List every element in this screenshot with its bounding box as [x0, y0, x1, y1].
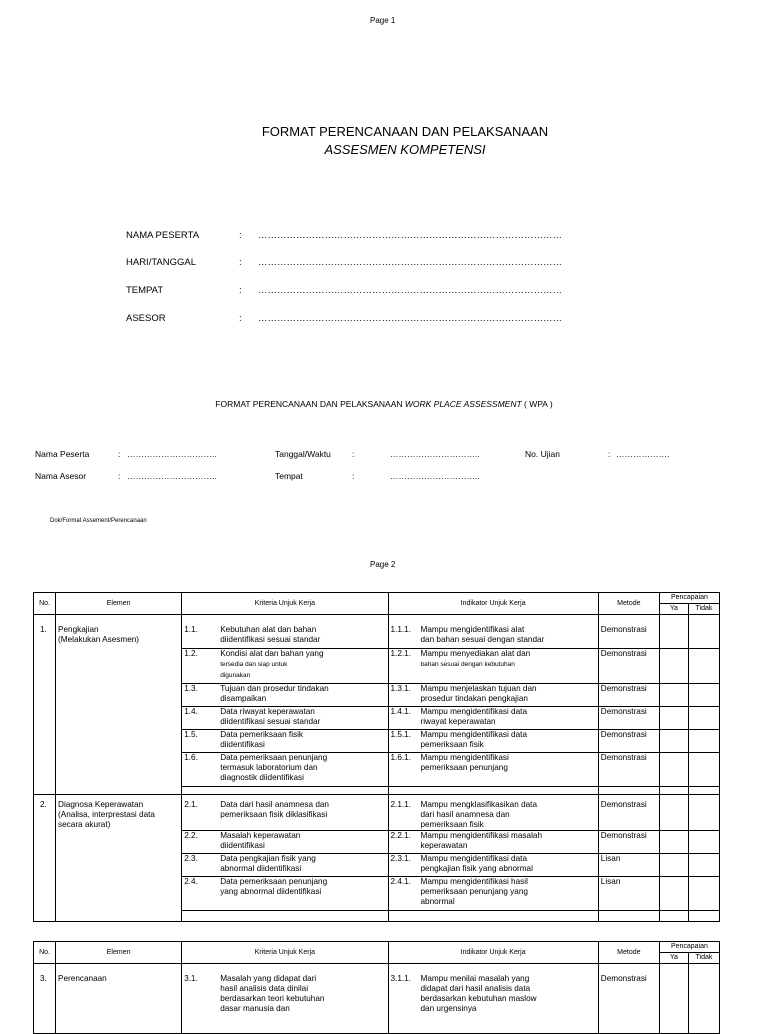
- checkbox-ya[interactable]: [659, 964, 688, 1034]
- elemen-line: (Melakukan Asesmen): [58, 635, 140, 644]
- indikator-cell: [388, 753, 598, 787]
- elemen-cell: [56, 795, 182, 922]
- checkbox-ya[interactable]: [659, 753, 688, 787]
- checkbox-ya[interactable]: [659, 684, 688, 707]
- kuk-line: Data riwayat keperawatan: [220, 707, 315, 716]
- checkbox-tidak[interactable]: [688, 831, 719, 854]
- ind-number: 2.3.1.: [390, 854, 411, 863]
- ind-line: pemeriksaan fisik: [420, 820, 484, 829]
- kuk-line: termasuk laboratorium dan: [220, 763, 318, 772]
- info-sep: :: [352, 471, 355, 481]
- ind-line: Mampu mengidentifikasi masalah: [420, 831, 543, 840]
- header-indikator: Indikator Unjuk Kerja: [388, 942, 598, 964]
- page-2-label: Page 2: [370, 560, 396, 569]
- kuk-cell: [182, 831, 388, 854]
- kuk-line: Kondisi alat dan bahan yang: [220, 649, 324, 658]
- info-value-tanggal[interactable]: …………………………..: [390, 449, 480, 459]
- elemen-cell: [56, 964, 182, 1034]
- checkbox-ya[interactable]: [659, 707, 688, 730]
- header-elemen: Elemen: [56, 942, 182, 964]
- checkbox-ya[interactable]: [659, 854, 688, 877]
- field-label-asesor: ASESOR: [126, 313, 166, 324]
- ind-number: 1.6.1.: [390, 753, 411, 762]
- indikator-cell: [388, 877, 598, 911]
- field-sep: :: [239, 285, 242, 296]
- field-label-hari-tanggal: HARI/TANGGAL: [126, 257, 197, 268]
- elemen-cell: [56, 615, 182, 795]
- kuk-line: abnormal diidentifikasi: [220, 864, 302, 873]
- kuk-number: 1.3.: [184, 684, 198, 693]
- kuk-number: 1.4.: [184, 707, 198, 716]
- indikator-cell: [388, 730, 598, 753]
- info-sep: :: [352, 449, 355, 459]
- metode-cell: Demonstrasi: [598, 649, 659, 684]
- kuk-line: hasil analisis data dinilai: [220, 984, 309, 993]
- kuk-cell: [182, 795, 388, 831]
- kuk-cell: [182, 615, 388, 649]
- ind-line: abnormal: [420, 897, 455, 906]
- indikator-cell: [388, 795, 598, 831]
- field-sep: :: [239, 313, 242, 324]
- header-metode: Metode: [598, 593, 659, 615]
- kuk-line: diagnostik diidentifikasi: [220, 773, 304, 782]
- header-pencapaian: Pencapaian: [659, 593, 719, 604]
- ind-line: Mampu mengidentifikasi: [420, 753, 509, 762]
- elemen-line: (Analisa, interprestasi data: [58, 810, 155, 819]
- kuk-number: 3.1.: [184, 974, 198, 983]
- info-value-no-ujian[interactable]: ……………….: [616, 449, 670, 459]
- metode-cell: Demonstrasi: [598, 615, 659, 649]
- header-tidak: Tidak: [688, 604, 719, 615]
- info-value-tempat[interactable]: …………………………..: [390, 471, 480, 481]
- kuk-line: Tujuan dan prosedur tindakan: [220, 684, 329, 693]
- ind-line: Mampu mengidentifikasi hasil: [420, 877, 528, 886]
- ind-number: 2.4.1.: [390, 877, 411, 886]
- ind-number: 1.4.1.: [390, 707, 411, 716]
- field-value-hari-tanggal[interactable]: ……………………………………………………………………………………: [258, 257, 562, 268]
- row-number: 2.: [34, 795, 56, 922]
- kuk-line: diidentifikasi sesuai standar: [220, 717, 321, 726]
- wpa-heading-prefix: FORMAT PERENCANAAN DAN PELAKSANAAN: [215, 399, 405, 409]
- indikator-cell: [388, 831, 598, 854]
- wpa-heading-suffix: ( WPA ): [521, 399, 553, 409]
- kuk-line: Data pemeriksaan penunjang: [220, 877, 328, 886]
- checkbox-ya[interactable]: [659, 615, 688, 649]
- kuk-line: Data pengkajian fisik yang: [220, 854, 316, 863]
- document-subtitle: ASSESMEN KOMPETENSI: [324, 142, 486, 157]
- ind-line: bahan sesuai dengan kebutuhan: [420, 661, 515, 668]
- kuk-line: diidentifikasi: [220, 740, 265, 749]
- checkbox-tidak[interactable]: [688, 615, 719, 649]
- info-sep: :: [608, 449, 611, 459]
- kuk-line: tersedia dan siap untuk: [220, 661, 288, 668]
- kuk-cell: [182, 877, 388, 911]
- checkbox-tidak[interactable]: [688, 854, 719, 877]
- metode-cell: Demonstrasi: [598, 831, 659, 854]
- checkbox-tidak[interactable]: [688, 795, 719, 831]
- checkbox-tidak[interactable]: [688, 730, 719, 753]
- checkbox-ya[interactable]: [659, 877, 688, 911]
- ind-line: Mampu menyediakan alat dan: [420, 649, 531, 658]
- info-value-nama-peserta[interactable]: …………………………..: [127, 449, 217, 459]
- ind-line: prosedur tindakan pengkajian: [420, 694, 528, 703]
- ind-line: pemeriksaan penunjang: [420, 763, 508, 772]
- ind-number: 1.1.1.: [390, 625, 411, 634]
- ind-number: 1.3.1.: [390, 684, 411, 693]
- kuk-line: pemeriksaan fisik diklasifikasi: [220, 810, 328, 819]
- header-no: No.: [34, 942, 56, 964]
- ind-number: 1.2.1.: [390, 649, 411, 658]
- kuk-number: 1.5.: [184, 730, 198, 739]
- kuk-line: Data pemeriksaan fisik: [220, 730, 304, 739]
- info-label-no-ujian: No. Ujian: [525, 449, 560, 459]
- ind-number: 2.1.1.: [390, 800, 411, 809]
- metode-cell: Demonstrasi: [598, 753, 659, 787]
- ind-line: Mampu mengidentifikasi data: [420, 854, 527, 863]
- header-ya: Ya: [659, 604, 688, 615]
- assessment-table-2: [33, 941, 720, 1034]
- checkbox-ya[interactable]: [659, 649, 688, 684]
- field-sep: :: [239, 230, 242, 241]
- elemen-line: secara akurat): [58, 820, 111, 829]
- field-value-asesor[interactable]: ……………………………………………………………………………………: [258, 313, 562, 324]
- info-label-tempat: Tempat: [275, 471, 303, 481]
- ind-line: dari hasil anamnesa dan: [420, 810, 510, 819]
- kuk-number: 2.2.: [184, 831, 198, 840]
- kuk-cell: [182, 854, 388, 877]
- kuk-line: diidentifikasi: [220, 841, 265, 850]
- document-title: FORMAT PERENCANAAN DAN PELAKSANAAN: [261, 124, 549, 139]
- metode-cell: Demonstrasi: [598, 964, 659, 1034]
- header-no: No.: [34, 593, 56, 615]
- metode-cell: Demonstrasi: [598, 730, 659, 753]
- kuk-number: 1.2.: [184, 649, 198, 658]
- kuk-number: 1.6.: [184, 753, 198, 762]
- indikator-cell: [388, 684, 598, 707]
- ind-line: pengkajian fisik yang abnormal: [420, 864, 533, 873]
- metode-cell: Lisan: [598, 877, 659, 911]
- table-row: [34, 795, 720, 831]
- field-value-tempat[interactable]: ……………………………………………………………………………………: [258, 285, 562, 296]
- field-value-nama-peserta[interactable]: ……………………………………………………………………………………: [258, 230, 562, 241]
- metode-cell: Demonstrasi: [598, 795, 659, 831]
- checkbox-ya[interactable]: [659, 831, 688, 854]
- table-row: [34, 615, 720, 649]
- kuk-line: disampaikan: [220, 694, 267, 703]
- field-sep: :: [239, 257, 242, 268]
- checkbox-tidak[interactable]: [688, 707, 719, 730]
- indikator-cell: [388, 615, 598, 649]
- ind-line: keperawatan: [420, 841, 468, 850]
- checkbox-ya[interactable]: [659, 730, 688, 753]
- kuk-line: Masalah yang didapat dari: [220, 974, 317, 983]
- ind-line: Mampu menilai masalah yang: [420, 974, 530, 983]
- ind-line: berdasarkan kebutuhan maslow: [420, 994, 537, 1003]
- checkbox-tidak[interactable]: [688, 684, 719, 707]
- wpa-heading-italic: WORK PLACE ASSESSMENT: [404, 399, 522, 409]
- metode-cell: Demonstrasi: [598, 707, 659, 730]
- kuk-line: Data dari hasil anamnesa dan: [220, 800, 329, 809]
- elemen-line: Pengkajian: [58, 625, 99, 634]
- info-label-tanggal: Tanggal/Waktu: [275, 449, 331, 459]
- header-ya: Ya: [659, 953, 688, 964]
- kuk-line: diidentifikasi sesuai standar: [220, 635, 321, 644]
- header-metode: Metode: [598, 942, 659, 964]
- header-tidak: Tidak: [688, 953, 719, 964]
- assessment-table-1: [33, 592, 720, 922]
- ind-line: pemeriksaan penunjang yang: [420, 887, 528, 896]
- info-sep: :: [118, 471, 121, 481]
- header-elemen: Elemen: [56, 593, 182, 615]
- kuk-number: 1.1.: [184, 625, 198, 634]
- info-label-nama-asesor: Nama Asesor: [35, 471, 87, 481]
- kuk-number: 2.4.: [184, 877, 198, 886]
- metode-cell: Demonstrasi: [598, 684, 659, 707]
- header-indikator: Indikator Unjuk Kerja: [388, 593, 598, 615]
- kuk-line: Masalah keperawatan: [220, 831, 301, 840]
- kuk-cell: [182, 684, 388, 707]
- kuk-cell: [182, 649, 388, 684]
- elemen-line: Diagnosa Keperawatan: [58, 800, 144, 809]
- kuk-cell: [182, 964, 388, 1034]
- kuk-number: 2.1.: [184, 800, 198, 809]
- kuk-line: dasar manusia dan: [220, 1004, 290, 1013]
- metode-cell: Lisan: [598, 854, 659, 877]
- ind-line: Mampu mengidentifikasi data: [420, 707, 527, 716]
- indikator-cell: [388, 707, 598, 730]
- kuk-line: digunakan: [220, 672, 251, 679]
- kuk-line: berdasarkan teori kebutuhan: [220, 994, 325, 1003]
- ind-number: 3.1.1.: [390, 974, 411, 983]
- ind-line: didapat dari hasil analisis data: [420, 984, 531, 993]
- info-sep: :: [118, 449, 121, 459]
- kuk-line: Data pemeriksaan penunjang: [220, 753, 328, 762]
- checkbox-tidak[interactable]: [688, 964, 719, 1034]
- field-label-nama-peserta: NAMA PESERTA: [126, 230, 200, 241]
- ind-line: dan bahan sesuai dengan standar: [420, 635, 545, 644]
- header-kuk: Kriteria Unjuk Kerja: [182, 942, 388, 964]
- checkbox-tidak[interactable]: [688, 753, 719, 787]
- ind-line: Mampu mengidentifikasi alat: [420, 625, 525, 634]
- ind-line: Mampu mengidentifikasi data: [420, 730, 527, 739]
- row-number: 3.: [34, 964, 56, 1034]
- kuk-line: Kebutuhan alat dan bahan: [220, 625, 317, 634]
- header-kuk: Kriteria Unjuk Kerja: [182, 593, 388, 615]
- kuk-cell: [182, 730, 388, 753]
- checkbox-tidak[interactable]: [688, 877, 719, 911]
- page-1-label: Page 1: [370, 16, 396, 25]
- info-value-nama-asesor[interactable]: …………………………..: [127, 471, 217, 481]
- checkbox-ya[interactable]: [659, 795, 688, 831]
- row-number: 1.: [34, 615, 56, 795]
- ind-line: Mampu mengklasifikasikan data: [420, 800, 537, 809]
- ind-line: pemeriksaan fisik: [420, 740, 484, 749]
- indikator-cell: [388, 854, 598, 877]
- indikator-cell: [388, 964, 598, 1034]
- elemen-line: Perencanaan: [58, 974, 107, 983]
- ind-line: dan urgensinya: [420, 1004, 477, 1013]
- ind-line: riwayat keperawatan: [420, 717, 496, 726]
- wpa-heading: [0, 399, 768, 409]
- footer-doc-reference: Dok/Format Assement/Perencanaan: [50, 518, 147, 524]
- kuk-cell: [182, 707, 388, 730]
- indikator-cell: [388, 649, 598, 684]
- ind-number: 2.2.1.: [390, 831, 411, 840]
- kuk-number: 2.3.: [184, 854, 198, 863]
- table-row: [34, 964, 720, 1034]
- kuk-cell: [182, 753, 388, 787]
- header-pencapaian: Pencapaian: [659, 942, 719, 953]
- field-label-tempat: TEMPAT: [126, 285, 164, 296]
- kuk-line: yang abnormal diidentifikasi: [220, 887, 322, 896]
- ind-line: Mampu menjelaskan tujuan dan: [420, 684, 537, 693]
- ind-number: 1.5.1.: [390, 730, 411, 739]
- checkbox-tidak[interactable]: [688, 649, 719, 684]
- info-label-nama-peserta: Nama Peserta: [35, 449, 90, 459]
